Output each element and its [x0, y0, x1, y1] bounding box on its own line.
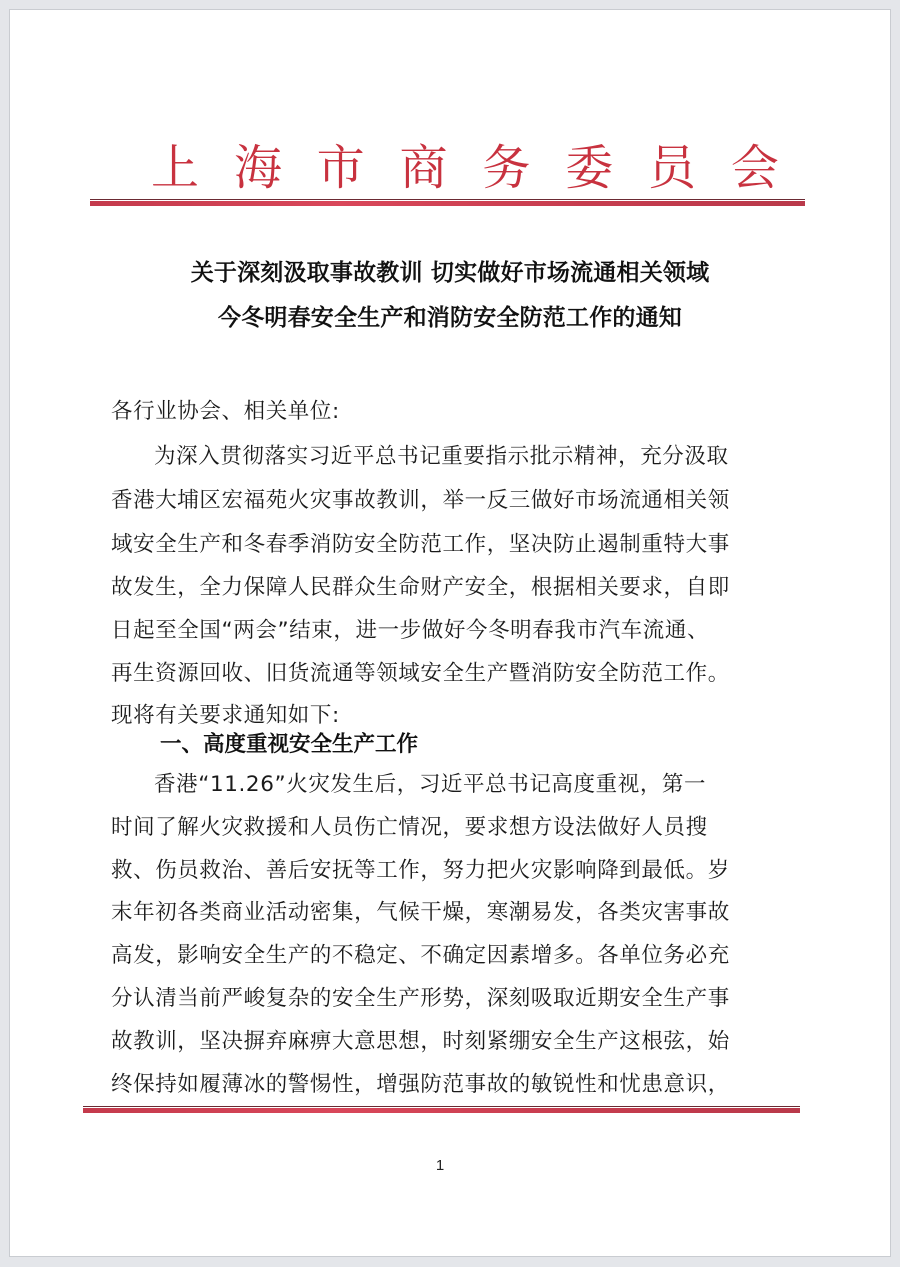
header-char: 上 [150, 140, 199, 196]
body-line: 香港“11.26”火灾发生后，习近平总书记高度重视，第一 [154, 772, 707, 797]
body-line: 分认清当前严峻复杂的安全生产形势，深刻吸取近期安全生产事 [111, 986, 730, 1011]
issuing-authority-header [145, 138, 785, 198]
footer-red-divider [83, 1106, 800, 1113]
divider-thick-line [83, 1108, 800, 1113]
body-line: 故教训，坚决摒弃麻痹大意思想，时刻紧绷安全生产这根弦，始 [111, 1029, 730, 1054]
header-char: 商 [399, 140, 448, 196]
document-title-line-1: 关于深刻汲取事故教训 切实做好市场流通相关领域 [190, 259, 710, 286]
body-line: 为深入贯彻落实习近平总书记重要指示批示精神，充分汲取 [154, 444, 729, 469]
body-line: 现将有关要求通知如下: [111, 703, 340, 728]
body-line: 终保持如履薄冰的警惕性，增强防范事故的敏锐性和忧患意识， [111, 1072, 730, 1097]
body-line: 日起至全国“两会”结束，进一步做好今冬明春我市汽车流通、 [111, 618, 710, 643]
body-line: 香港大埔区宏福苑火灾事故教训，举一反三做好市场流通相关领 [111, 488, 730, 513]
body-line: 时间了解火灾救援和人员伤亡情况，要求想方设法做好人员搜 [111, 815, 708, 840]
salutation: 各行业协会、相关单位: [111, 399, 340, 424]
body-line: 故发生，全力保障人民群众生命财产安全，根据相关要求，自即 [111, 575, 730, 600]
header-red-divider [90, 199, 805, 206]
header-char: 市 [316, 140, 365, 196]
body-line: 再生资源回收、旧货流通等领域安全生产暨消防安全防范工作。 [111, 661, 730, 686]
body-line: 末年初各类商业活动密集，气候干燥，寒潮易发，各类灾害事故 [111, 900, 730, 925]
page-number: 1 [435, 1157, 445, 1174]
header-char: 委 [565, 140, 614, 196]
body-line: 高发，影响安全生产的不稳定、不确定因素增多。各单位务必充 [111, 943, 730, 968]
body-line: 域安全生产和冬春季消防安全防范工作，坚决防止遏制重特大事 [111, 532, 730, 557]
document-title-line-2: 今冬明春安全生产和消防安全防范工作的通知 [218, 304, 682, 331]
section-heading: 一、高度重视安全生产工作 [160, 732, 419, 757]
body-line: 救、伤员救治、善后安抚等工作，努力把火灾影响降到最低。岁 [111, 858, 730, 883]
divider-thick-line [90, 201, 805, 206]
header-char: 海 [233, 140, 282, 196]
header-char: 务 [482, 140, 531, 196]
header-char: 会 [730, 140, 779, 196]
header-char: 员 [648, 140, 697, 196]
divider-thin-line [90, 199, 805, 200]
divider-thin-line [83, 1106, 800, 1107]
